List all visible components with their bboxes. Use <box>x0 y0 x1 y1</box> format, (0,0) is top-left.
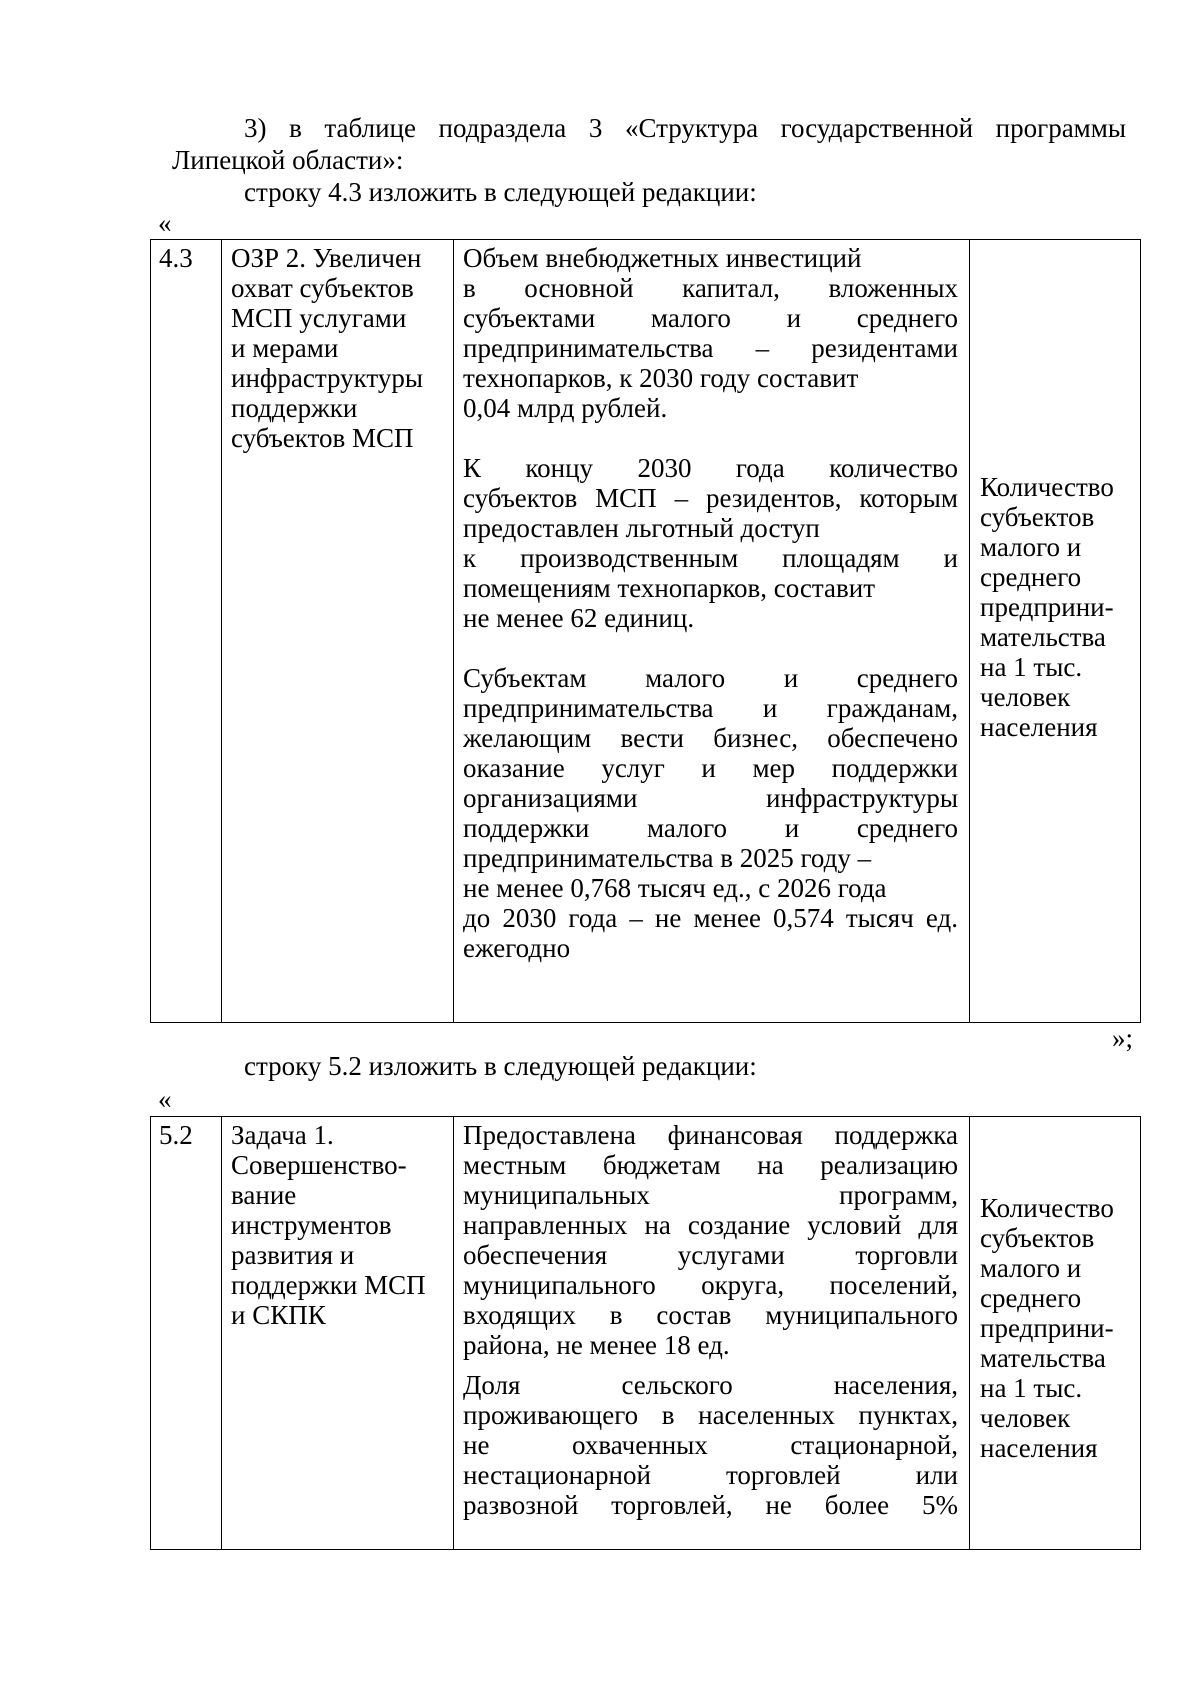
cell-result <box>454 1117 970 1550</box>
cell-task <box>222 240 454 1023</box>
row-number: 5.2 <box>159 1120 193 1150</box>
result-line: местным бюджетам на реализацию <box>463 1150 958 1180</box>
result-line: развозной торговлей, не более 5% <box>463 1490 958 1520</box>
result-line: района, не менее 18 ед. <box>463 1330 730 1360</box>
cell-number <box>151 1117 222 1550</box>
task-line: субъектов МСП <box>231 423 414 453</box>
result-line: предпринимательства в 2025 году – <box>463 843 872 873</box>
result-line: технопарков, к 2030 году составит <box>463 363 859 393</box>
task-line: вание <box>231 1180 297 1210</box>
indicator-line: мательства <box>980 1343 1106 1373</box>
task-line: МСП услугами <box>231 303 407 333</box>
result-line: Предоставлена финансовая поддержка <box>463 1120 958 1150</box>
indicator-line: среднего <box>980 562 1082 592</box>
indicator-line: среднего <box>980 1283 1082 1313</box>
indicator-line: малого и <box>980 1253 1082 1283</box>
indicator-line: малого и <box>980 532 1082 562</box>
result-line: проживающего в населенных пунктах, <box>463 1400 958 1430</box>
result-line: предпринимательства и гражданам, <box>463 693 958 723</box>
instruction-row-5-2: строку 5.2 изложить в следующей редакции: <box>244 1051 757 1081</box>
opening-quote-1: « <box>158 208 172 238</box>
closing-quote: »; <box>1112 1023 1134 1053</box>
result-line: Доля сельского населения, <box>463 1370 958 1400</box>
result-line: поддержки малого и среднего <box>463 813 958 843</box>
result-line: не менее 0,768 тысяч ед., с 2026 года <box>463 873 887 903</box>
indicator-line: Количество <box>980 1193 1114 1223</box>
indicator-line: субъектов <box>980 502 1095 532</box>
intro-line-1: 3) в таблице подраздела 3 «Структура государственной программы <box>244 113 1126 143</box>
task-line: охват субъектов <box>231 273 414 303</box>
indicator-line: на 1 тыс. <box>980 1373 1083 1403</box>
result-line: не охваченных стационарной, <box>463 1430 958 1460</box>
result-line: до 2030 года – не менее 0,574 тысяч ед. <box>463 903 958 933</box>
result-line: нестационарной торговлей или <box>463 1460 958 1490</box>
indicator-line: Количество <box>980 472 1114 502</box>
task-line: развития и <box>231 1240 355 1270</box>
result-line: в основной капитал, вложенных <box>463 273 958 303</box>
task-line: и мерами <box>231 333 339 363</box>
task-line: инструментов <box>231 1210 392 1240</box>
indicator-line: на 1 тыс. <box>980 652 1083 682</box>
instruction-row-4-3: строку 4.3 изложить в следующей редакции: <box>244 177 757 207</box>
cell-task <box>222 1117 454 1550</box>
result-line: субъектами малого и среднего <box>463 303 958 333</box>
result-line: субъектов МСП – резидентов, которым <box>463 483 958 513</box>
result-line: входящих в состав муниципального <box>463 1300 958 1330</box>
indicator-line: населения <box>980 1433 1098 1463</box>
task-line: Совершенство- <box>231 1150 407 1180</box>
task-line: ОЗР 2. Увеличен <box>231 243 422 273</box>
task-line: и СКПК <box>231 1300 326 1330</box>
cell-number <box>151 240 222 1023</box>
result-line: Субъектам малого и среднего <box>463 663 958 693</box>
result-line: не менее 62 единиц. <box>463 603 695 633</box>
result-line: муниципальных программ, <box>463 1180 958 1210</box>
cell-indicator <box>970 240 1141 1023</box>
result-line: ежегодно <box>463 933 571 963</box>
result-line: к производственным площадям и <box>463 543 958 573</box>
task-line: инфраструктуры <box>231 363 423 393</box>
indicator-line: человек <box>980 1403 1071 1433</box>
result-line: предоставлен льготный доступ <box>463 513 820 543</box>
result-line: организациями инфраструктуры <box>463 783 958 813</box>
indicator-line: мательства <box>980 622 1106 652</box>
result-line: оказание услуг и мер поддержки <box>463 753 958 783</box>
indicator-line: предприни- <box>980 1313 1114 1343</box>
task-line: Задача 1. <box>231 1120 334 1150</box>
indicator-line: субъектов <box>980 1223 1095 1253</box>
opening-quote-2: « <box>158 1084 172 1114</box>
table-row-4-3 <box>150 239 1141 1023</box>
result-line: предпринимательства – резидентами <box>463 333 958 363</box>
indicator-line: человек <box>980 682 1071 712</box>
result-line: желающим вести бизнес, обеспечено <box>463 723 958 753</box>
result-line: Объем внебюджетных инвестиций <box>463 243 862 273</box>
task-line: поддержки <box>231 393 358 423</box>
cell-indicator <box>970 1117 1141 1550</box>
intro-line-2: Липецкой области»: <box>172 145 404 175</box>
cell-result <box>454 240 970 1023</box>
table-row-5-2 <box>150 1116 1141 1550</box>
indicator-line: населения <box>980 712 1098 742</box>
result-line: направленных на создание условий для <box>463 1210 958 1240</box>
indicator-line: предприни- <box>980 592 1114 622</box>
result-line: муниципального округа, поселений, <box>463 1270 958 1300</box>
result-line: обеспечения услугами торговли <box>463 1240 958 1270</box>
result-line: 0,04 млрд рублей. <box>463 393 668 423</box>
result-line: К концу 2030 года количество <box>463 453 958 483</box>
result-line: помещениям технопарков, составит <box>463 573 875 603</box>
row-number: 4.3 <box>159 243 193 273</box>
task-line: поддержки МСП <box>231 1270 426 1300</box>
